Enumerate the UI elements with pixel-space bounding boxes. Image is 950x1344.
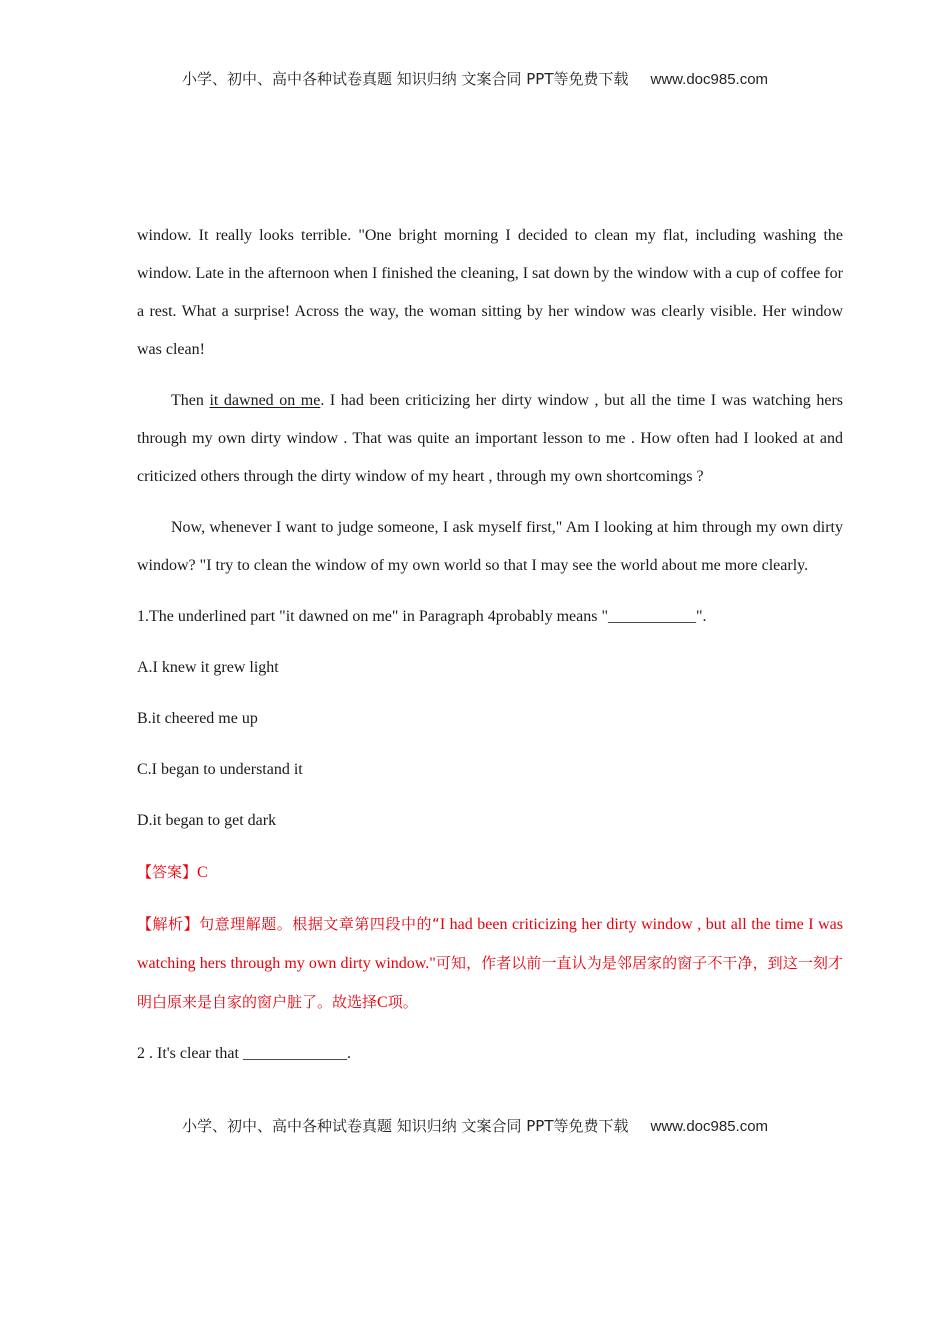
passage-paragraph-1: window. It really looks terrible. "One bright morning I decided to clean my flat, including washing the window. Late in the afternoon when I finished the cleaning, I sat down by the window with a cup of coffee for a rest. What a surprise! Across the way, the woman sitting by her window was clearly visible. Her window was clean! — [137, 227, 843, 358]
answer-label: 【答案】 — [137, 863, 198, 881]
option-c: C.I began to understand it — [137, 761, 303, 778]
option-b: B.it cheered me up — [137, 710, 258, 727]
page-header — [0, 68, 950, 89]
header-text: 小学、初中、高中各种试卷真题 知识归纳 文案合同 PPT等免费下载 — [181, 70, 629, 88]
page-footer — [0, 1115, 950, 1136]
question-2-stem: 2 . It's clear that _____________. — [137, 1045, 351, 1062]
option-a: A.I knew it grew light — [137, 659, 279, 676]
option-d: D.it began to get dark — [137, 812, 277, 829]
footer-text: 小学、初中、高中各种试卷真题 知识归纳 文案合同 PPT等免费下载 — [181, 1117, 629, 1135]
answer-line — [137, 853, 843, 892]
underlined-phrase: it dawned on me — [209, 392, 321, 409]
analysis-label: 【解析】 — [137, 915, 200, 933]
passage-paragraph-3: Now, whenever I want to judge someone, I ask myself first," Am I looking at him through my own dirty window? "I try to clean the window of my own world so that I may see the world about me more clearly. — [137, 519, 843, 574]
analysis-paragraph: 【解析】句意理解题。根据文章第四段中的“I had been criticizing her dirty window , but all the time I was watching hers through my own dirty window."可知，作者以前一直认为是邻居家的窗子不干净，到这一刻才明白原来是自家的窗户脏了。故选择C项。 — [137, 915, 843, 1011]
header-site: www.doc985.com — [650, 71, 769, 88]
question-1-stem: 1.The underlined part "it dawned on me" in Paragraph 4probably means "___________". — [137, 608, 707, 625]
passage-paragraph-2: Then it dawned on me. I had been criticizing her dirty window , but all the time I was watching hers through my own dirty window . That was quite an important lesson to me . How often had I looked at and criticized others through the dirty window of my heart , through my own shortcomings ? — [137, 392, 844, 485]
footer-site: www.doc985.com — [650, 1118, 769, 1135]
answer-value: C — [197, 864, 208, 881]
document-body — [137, 217, 843, 1073]
